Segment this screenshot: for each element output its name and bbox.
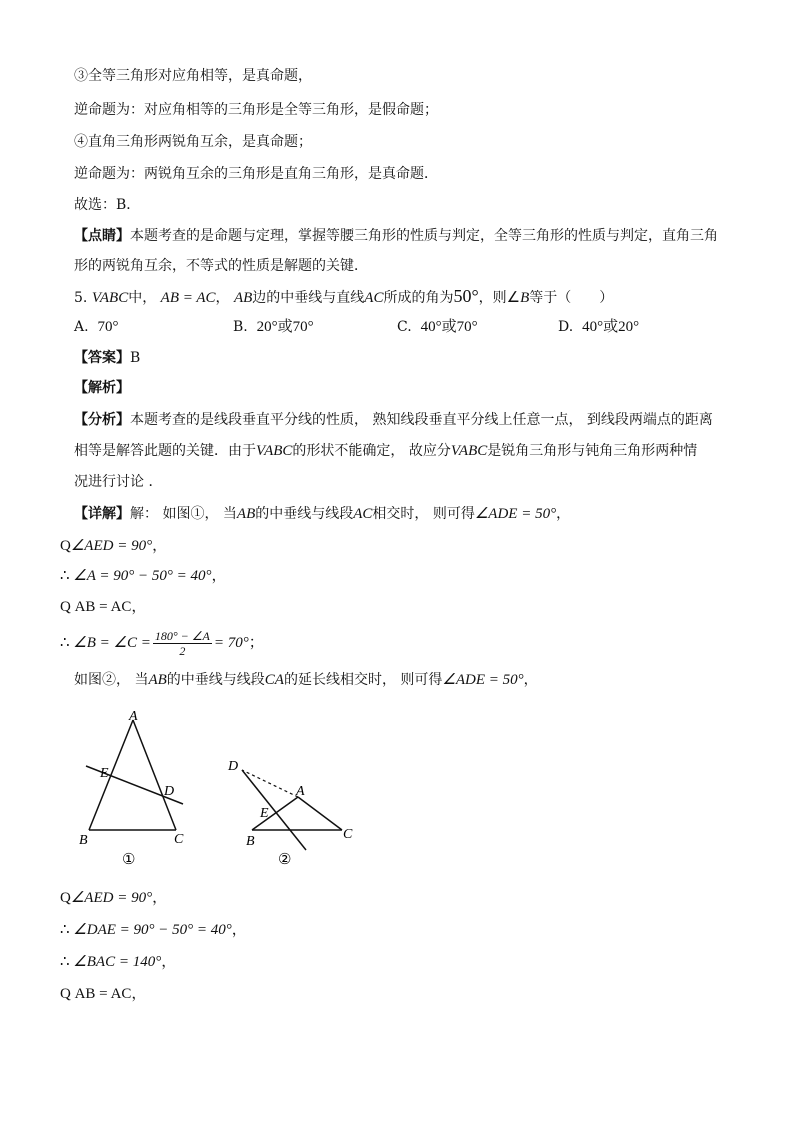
fig2-intro-line	[74, 670, 538, 690]
fig1-label-a: A	[129, 709, 138, 724]
angle-symbol: ∠	[506, 290, 521, 306]
step-5-lead: Q	[60, 890, 71, 906]
step-2-tail: ，	[211, 568, 227, 584]
option-d-label: D.	[558, 319, 574, 335]
figure-1	[60, 700, 200, 875]
step-1	[60, 536, 167, 556]
triangle-name-2: ABC	[264, 443, 293, 459]
condition-ab-ac: AB = AC	[160, 290, 216, 306]
stem-text-4: 所成的角为	[383, 290, 454, 306]
fig2-label-d: D	[228, 759, 239, 774]
triangle-name-3: ABC	[458, 443, 488, 459]
angle-b: B	[520, 290, 530, 306]
text-line-4: 逆命题为：两锐角互余的三角形是直角三角形，是真命题．	[74, 166, 438, 182]
option-a[interactable]	[74, 317, 118, 337]
detail-seg-ab: AB	[236, 506, 256, 522]
detail-eq-ade: ∠ADE = 50°	[474, 506, 557, 522]
fenxi-tag: 【分析】	[74, 412, 130, 428]
dianjing-text: 本题考查的是命题与定理，掌握等腰三角形的性质与判定，全等三角形的性质与判定，直角三角	[130, 228, 718, 244]
step-1-lead: Q	[60, 538, 71, 554]
option-b[interactable]	[233, 317, 314, 337]
fraction-denominator: 2	[179, 644, 186, 659]
option-c-text: 40°或70°	[420, 319, 478, 335]
fenxi-line-3: 况进行讨论 ．	[74, 474, 163, 490]
figure-2	[220, 750, 365, 875]
step-4-lead: ∴	[60, 635, 70, 651]
dianjing-line-1	[74, 226, 718, 246]
fig2-text-2: 的中垂线与线段	[166, 672, 265, 688]
stem-text-5: ，则	[478, 290, 507, 306]
fig2-seg-ca: CA	[264, 672, 284, 688]
answer-tag: 【答案】	[74, 350, 130, 366]
option-b-text: 20°或70°	[256, 319, 314, 335]
stem-text-3: 边的中垂线与直线	[252, 290, 365, 306]
stem-text-1: 中，	[128, 290, 157, 306]
step-4	[60, 628, 264, 658]
fig2-caption: ②	[278, 852, 292, 868]
fig1-side-ac	[133, 720, 176, 830]
step-1-tail: ，	[152, 538, 168, 554]
fig2-text-1: 如图②， 当	[74, 672, 149, 688]
fenxi-line-2	[74, 441, 697, 461]
question-5-stem	[74, 286, 613, 308]
detail-seg-ac: AC	[353, 506, 373, 522]
step-8-tail: ，	[131, 986, 147, 1002]
text-line-2: 逆命题为：对应角相等的三角形是全等三角形，是假命题；	[74, 102, 438, 118]
fig2-label-c: C	[343, 827, 353, 842]
step-7-expr: ∠BAC = 140°	[73, 954, 162, 970]
text-line-1: ③全等三角形对应角相等，是真命题，	[74, 68, 312, 84]
detail-text-3: 相交时， 则可得	[372, 506, 475, 522]
fig1-label-b: B	[79, 833, 88, 848]
step-3-expr: AB = AC	[74, 599, 132, 615]
step-2	[60, 566, 227, 586]
fraction	[153, 629, 212, 658]
text-line-5: 故选：B．	[74, 197, 141, 213]
fig1-label-e: E	[100, 766, 109, 781]
step-6-expr: ∠DAE = 90° − 50° = 40°	[73, 922, 232, 938]
detail-line-1	[74, 504, 570, 524]
fenxi-text-2b: 的形状不能确定， 故应分	[292, 443, 451, 459]
dianjing-line-2: 形的两锐角互余，不等式的性质是解题的关键．	[74, 258, 368, 274]
step-5	[60, 888, 167, 908]
fig2-label-b: B	[246, 834, 255, 849]
step-4-expr1: ∠B = ∠C =	[73, 635, 151, 651]
triangle-name: ABC	[99, 290, 129, 306]
option-b-label: B.	[233, 319, 248, 335]
fig2-label-a: A	[296, 784, 305, 799]
dianjing-tag: 【点睛】	[74, 228, 130, 244]
option-a-label: A.	[74, 319, 89, 335]
fig2-eq-ade: ∠ADE = 50°	[442, 672, 524, 688]
fig2-side-ac	[298, 797, 342, 830]
step-4-tail: ；	[248, 635, 264, 651]
fig2-seg-ab: AB	[148, 672, 167, 688]
fenxi-text-2a: 相等是解答此题的关键．由于	[74, 443, 256, 459]
step-7-tail: ，	[161, 954, 177, 970]
fraction-numerator: 180° − ∠A	[154, 629, 210, 644]
step-5-expr: ∠AED = 90°	[70, 890, 153, 906]
fig2-text-4: ，	[523, 672, 538, 688]
step-7	[60, 952, 176, 972]
fig2-label-e: E	[260, 806, 269, 821]
question-number: 5.	[74, 290, 88, 306]
text-line-3: ④直角三角形两锐角互余，是真命题；	[74, 134, 312, 150]
step-1-expr: ∠AED = 90°	[70, 538, 153, 554]
segment-ab: AB	[233, 290, 253, 306]
step-6	[60, 920, 247, 940]
fig1-label-d: D	[164, 784, 175, 799]
fig1-caption: ①	[122, 852, 136, 868]
step-3-lead: Q	[60, 599, 71, 615]
fig1-label-c: C	[174, 832, 184, 847]
triangle-symbol: V	[91, 290, 100, 306]
fig2-text-3: 的延长线相交时， 则可得	[283, 672, 443, 688]
option-c[interactable]	[397, 317, 478, 337]
step-6-tail: ，	[231, 922, 247, 938]
detail-text-1: 解： 如图①， 当	[130, 506, 237, 522]
step-4-expr2: = 70°	[213, 635, 249, 651]
stem-text-6: 等于（ ）	[529, 290, 614, 306]
detail-text-2: 的中垂线与线段	[255, 506, 354, 522]
fenxi-text-1: 本题考查的是线段垂直平分线的性质， 熟知线段垂直平分线上任意一点， 到线段两端点的距离	[130, 412, 713, 428]
step-8-lead: Q	[60, 986, 71, 1002]
triangle-symbol-3: V	[450, 443, 459, 459]
detail-text-4: ，	[556, 506, 571, 522]
line-ac: AC	[364, 290, 384, 306]
fenxi-text-2c: 是锐角三角形与钝角三角形两种情	[487, 443, 698, 459]
step-3	[60, 597, 146, 617]
detail-tag: 【详解】	[74, 506, 130, 522]
step-8	[60, 984, 146, 1004]
triangle-symbol-2: V	[256, 443, 265, 459]
step-7-lead: ∴	[60, 954, 70, 970]
option-d[interactable]	[558, 317, 639, 337]
answer-line	[74, 348, 140, 368]
fig2-extension-ca	[242, 770, 298, 797]
option-c-label: C.	[397, 319, 412, 335]
step-2-lead: ∴	[60, 568, 70, 584]
angle-50: 50°	[453, 286, 479, 306]
step-2-expr: ∠A = 90° − 50° = 40°	[73, 568, 212, 584]
step-3-tail: ，	[131, 599, 147, 615]
fenxi-line-1	[74, 410, 713, 430]
analysis-tag: 【解析】	[74, 380, 130, 396]
step-5-tail: ，	[152, 890, 168, 906]
answer-value: B	[130, 350, 141, 366]
step-6-lead: ∴	[60, 922, 70, 938]
stem-text-2: ，	[215, 290, 230, 306]
fig2-side-ba	[252, 797, 298, 830]
step-8-expr: AB = AC	[74, 986, 132, 1002]
option-a-text: 70°	[97, 319, 119, 335]
option-d-text: 40°或20°	[582, 319, 640, 335]
